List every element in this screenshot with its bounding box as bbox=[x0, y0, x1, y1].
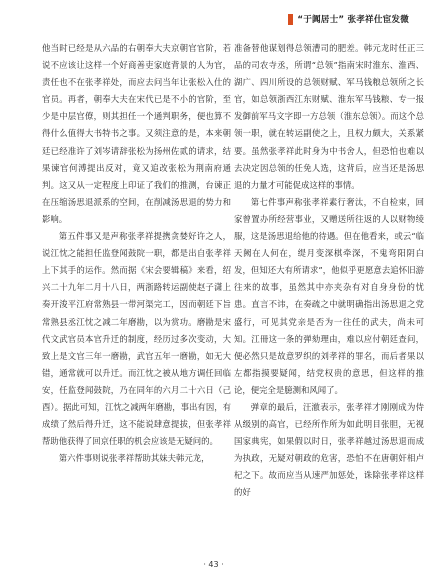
header-accent-bar bbox=[288, 14, 293, 25]
right-column bbox=[234, 40, 424, 502]
paragraph: 弹章的最后，汪澈表示，张孝祥才刚刚成为侍从级别的高官，已经所作所为如此明目张胆，无视国家典宪，如果假以时日，张孝祥越过汤思退而成为执政，无疑对朝政的危害，恐怕不在唐朝奸相卢杞之下。故而应当从速严加惩处，诛除张孝祥这样的好 bbox=[234, 401, 424, 498]
paragraph: 他当时已经是从六品的右朝奉大夫京朝官官阶，若说不应该让这样一个好商善吏家庭背景的人为官，责任也不在张孝祥处，而应去问当年让张松入仕的官员。再者，朝奉大夫在宋代已是不小的官阶，至少是中层官僚，则其担任一个通判职务，便也算不得什么值得大书特书之事。又须注意的是，本来朝廷已经准许了刘岑请辞张松为扬州佐贰的请求，结果谏官何溥提出反对，竟又追改张松为荆南府通判。这又从一定程度上印证了我们的推测，台谏正在压缩汤思退派系的空间，在削减汤思退的势力和影响。 bbox=[42, 43, 231, 224]
running-header bbox=[288, 13, 409, 25]
header-title: “于阗居士” 张孝祥仕宦发微 bbox=[297, 15, 409, 25]
paragraph: 第七件事声称张孝祥素行奢汰，不自检束，回家曾置办所经营事业，又赠送所往返的人以财物绫服，这是汤思退给他的待遇。但在他看来，或云“临天阙在人何在，缇月变深棋牵深，不鬼弯阳阴白发，但知还大有所请求”，他似乎更愿意去追怀旧游往来的故事，虽然其中亦夹杂有对自身身份的忧患。直言不讳，在奏疏之中就明确指出汤思退之党盛行，可见其党亲是否为一往任的武夫，尚未可知。江冊这一条的弹劾理由，难以应付朝廷查问，便必然只是故意罗织的刘孝祥的罪名，而后者果以左都指摸要疑闻，结党权贵的意思，但这样的推论，便完全是臆测和风闻了。 bbox=[234, 196, 424, 395]
left-column bbox=[42, 40, 231, 467]
page-number: · 43 · bbox=[203, 560, 224, 569]
paragraph: 第六件事则说张孝祥帮助其妹夫韩元龙， bbox=[58, 453, 210, 464]
paragraph: 准备替他谋划得总领漕司的肥差。韩元龙时任正三品的司农寺丞，所谓“总领”指南宋时淮东、淮西、湖广、四川所设的总领财赋、军马钱粮总领所之长官，如总领浙西江东财赋、淮东军马钱粮、专一报发御前军马文字即一方总领（淮东总领）。而这个总领一职，就在转运副使之上，且权力颇大，关系紧要。虽然张孝祥此时身为中书舍人，但恐怕也难以去决定因总领的任免人选，这背后，应当还是汤思退的力量才可能促成这样的事情。 bbox=[234, 43, 424, 190]
paragraph: 第五件事又是声称张孝祥提携贪婪好许之人，说江忱之能担任监登闻鼓院一职，都是出自张孝祥上下其手的运作。然而据《宋会要辑稿》来看，绍兴二十九年二月十八日，两浙路转运副使赵子潇上奏开浚平江府常熟县一带河渠完工，因而朝廷下旨常熟县丞江忱之减二年磨勘，以为赏功。磨勘是宋代文武官员本官升迁的制度，经历过多次变动，大致上是文官三年一磨勘，武官五年一磨勘，如无大错，通常就可以升迁。而江忱之被从地方调任回临安，任监登闻鼓院，乃在同年的六月二十六日（己酉）。据此可知，江忱之减两年磨勘，事出有因，有成绩了然后得升迁，这不能说肆意提拔，但张孝祥帮助他获得了回京任职的机会应该是无疑问的。 bbox=[42, 231, 231, 447]
